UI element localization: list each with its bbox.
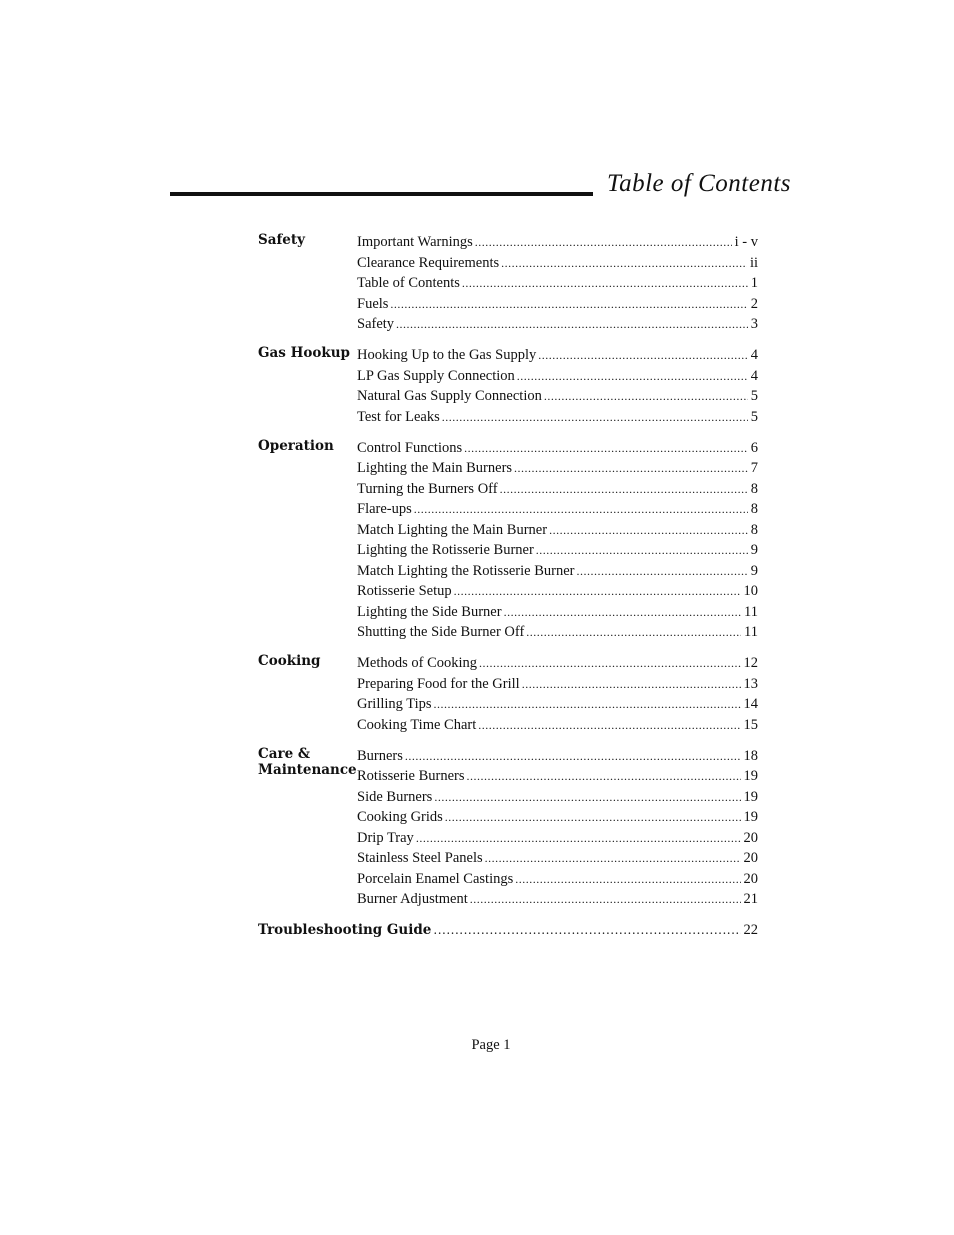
toc-entry[interactable] [357,366,758,387]
section-entries [357,653,758,735]
toc-entry[interactable] [357,407,758,428]
toc-entry[interactable] [357,807,758,828]
dot-leader [544,386,748,407]
toc-entry-page: 19 [743,788,758,805]
toc-entry[interactable] [357,828,758,849]
toc-entry-title: Control Functions [357,439,463,456]
dot-leader [478,715,740,736]
toc-entry[interactable] [357,520,758,541]
dot-leader [390,294,747,315]
dot-leader [538,345,748,366]
toc-entry-page: ii [749,254,758,271]
toc-entry-page: 12 [743,655,758,671]
toc-entry-title: Lighting the Main Burners [357,460,513,476]
toc-entry-title: Rotisserie Setup [357,583,452,599]
toc-entry-title: Match Lighting the Main Burner [357,521,548,538]
dot-leader [475,232,732,253]
toc-entry[interactable] [357,458,758,479]
toc-entry-page: 9 [750,542,758,558]
header-rule [170,192,593,196]
toc-entry-title: Test for Leaks [357,408,440,425]
toc-entry[interactable] [357,787,758,808]
toc-section [258,345,758,427]
toc-entry[interactable] [357,438,758,459]
toc-entry[interactable] [357,674,758,695]
toc-entry-page: 20 [743,870,758,887]
dot-leader [462,273,748,294]
dot-leader [416,828,741,849]
toc-entry-page: 15 [743,716,758,733]
toc-entry-title: Flare-ups [357,501,412,517]
section-entries [357,746,758,910]
toc-section [258,438,758,643]
toc-entry[interactable] [357,581,758,602]
toc-entry-page: 21 [743,891,758,907]
toc-entry-page: 22 [743,922,758,938]
dot-leader [454,581,741,602]
toc-entry-page: i - v [734,234,758,250]
toc-entry[interactable] [357,848,758,869]
toc-entry-page: 18 [743,747,758,764]
toc-entry-title: Lighting the Side Burner [357,603,502,620]
toc-entry-page: 10 [743,583,758,599]
section-label: Operation [258,437,334,454]
toc-entry-title: Lighting the Rotisserie Burner [357,542,534,558]
section-label: Care & Maintenance [258,745,357,778]
toc-entry-title: LP Gas Supply Connection [357,367,515,384]
toc-entry[interactable] [357,499,758,520]
dot-leader [536,540,748,561]
toc-entry[interactable] [357,294,758,315]
toc-entry[interactable] [357,766,758,787]
toc-entry-title: Natural Gas Supply Connection [357,388,542,404]
toc-entry-title: Side Burners [357,788,433,805]
dot-leader [504,602,741,623]
toc-entry-page: 3 [750,316,758,332]
toc-entry-title: Stainless Steel Panels [357,850,483,866]
toc-entry-title: Preparing Food for the Grill [357,675,520,692]
toc-entry-title: Fuels [357,295,389,312]
toc-entry[interactable] [357,561,758,582]
dot-leader [479,653,740,674]
toc-entry-page: 11 [744,603,758,620]
dot-leader [517,366,748,387]
page-number: Page 1 [471,1037,511,1053]
toc-entry-title: Hooking Up to the Gas Supply [357,347,537,363]
toc-entry[interactable] [357,869,758,890]
dot-leader [514,458,748,479]
toc-entry-title: Porcelain Enamel Castings [357,870,514,887]
toc-entry-page: 7 [750,460,758,476]
toc-entry[interactable] [357,889,758,910]
section-entries [357,438,758,643]
toc-entry[interactable] [357,746,758,767]
dot-leader [467,766,741,787]
dot-leader [434,787,740,808]
toc-entry-page: 5 [750,408,758,425]
toc-entry-troubleshooting[interactable] [258,920,758,941]
toc-entry-page: 11 [744,624,758,640]
toc-entry-title: Methods of Cooking [357,655,478,671]
toc-entry-title: Rotisserie Burners [357,768,465,784]
toc-entry-title: Troubleshooting Guide [258,922,432,938]
toc-entry-page: 19 [743,809,758,825]
toc-entry-title: Burner Adjustment [357,891,468,907]
section-entries [357,232,758,335]
toc-entry[interactable] [357,715,758,736]
table-of-contents [258,232,758,941]
toc-entry[interactable] [357,622,758,643]
toc-entry[interactable] [357,694,758,715]
toc-entry-page: 8 [750,521,758,538]
dot-leader [501,253,747,274]
toc-entry-page: 19 [743,768,758,784]
toc-entry[interactable] [357,653,758,674]
toc-entry-title: Cooking Grids [357,809,443,825]
toc-entry-page: 13 [743,675,758,692]
toc-entry[interactable] [357,314,758,335]
toc-entry-title: Match Lighting the Rotisserie Burner [357,562,575,579]
dot-leader [433,920,740,941]
toc-entry-page: 5 [750,388,758,404]
toc-entry-title: Table of Contents [357,275,460,291]
toc-entry-page: 2 [750,295,758,312]
section-label: Gas Hookup [258,345,350,361]
toc-entry-title: Clearance Requirements [357,254,500,271]
toc-entry-page: 14 [743,696,758,712]
toc-entry-page: 8 [750,501,758,517]
section-label: Cooking [258,653,321,669]
toc-entry-title: Important Warnings [357,234,473,250]
toc-entry-page: 4 [750,367,758,384]
toc-entry-title: Safety [357,316,395,332]
toc-section [258,746,758,910]
dot-leader [470,889,741,910]
toc-section [258,653,758,735]
dot-leader [396,314,748,335]
toc-entry[interactable] [357,273,758,294]
dot-leader [522,674,741,695]
toc-entry-title: Turning the Burners Off [357,480,498,497]
dot-leader [485,848,741,869]
toc-entry[interactable] [357,345,758,366]
dot-leader [445,807,741,828]
dot-leader [434,694,741,715]
toc-entry[interactable] [357,540,758,561]
dot-leader [500,479,748,500]
toc-entry-page: 20 [743,850,758,866]
toc-entry-page: 4 [750,347,758,363]
dot-leader [526,622,741,643]
toc-entry-title: Burners [357,747,403,764]
dot-leader [576,561,747,582]
dot-leader [549,520,748,541]
toc-entry[interactable] [357,232,758,253]
toc-entry-title: Cooking Time Chart [357,716,477,733]
toc-entry-page: 1 [750,275,758,291]
toc-entry[interactable] [357,602,758,623]
dot-leader [515,869,740,890]
section-label: Safety [258,232,305,248]
toc-entry-title: Drip Tray [357,829,414,846]
toc-entry[interactable] [357,479,758,500]
toc-sections [258,232,758,910]
toc-entry[interactable] [357,386,758,407]
toc-entry-title: Grilling Tips [357,696,432,712]
toc-entry-title: Shutting the Side Burner Off [357,624,525,640]
toc-entry-page: 8 [750,480,758,497]
page-title: Table of Contents [607,170,791,197]
dot-leader [442,407,748,428]
dot-leader [414,499,748,520]
toc-entry[interactable] [357,253,758,274]
dot-leader [405,746,741,767]
toc-entry-page: 9 [750,562,758,579]
section-entries [357,345,758,427]
toc-section [258,232,758,335]
dot-leader [464,438,748,459]
toc-entry-page: 20 [743,829,758,846]
toc-entry-page: 6 [750,439,758,456]
